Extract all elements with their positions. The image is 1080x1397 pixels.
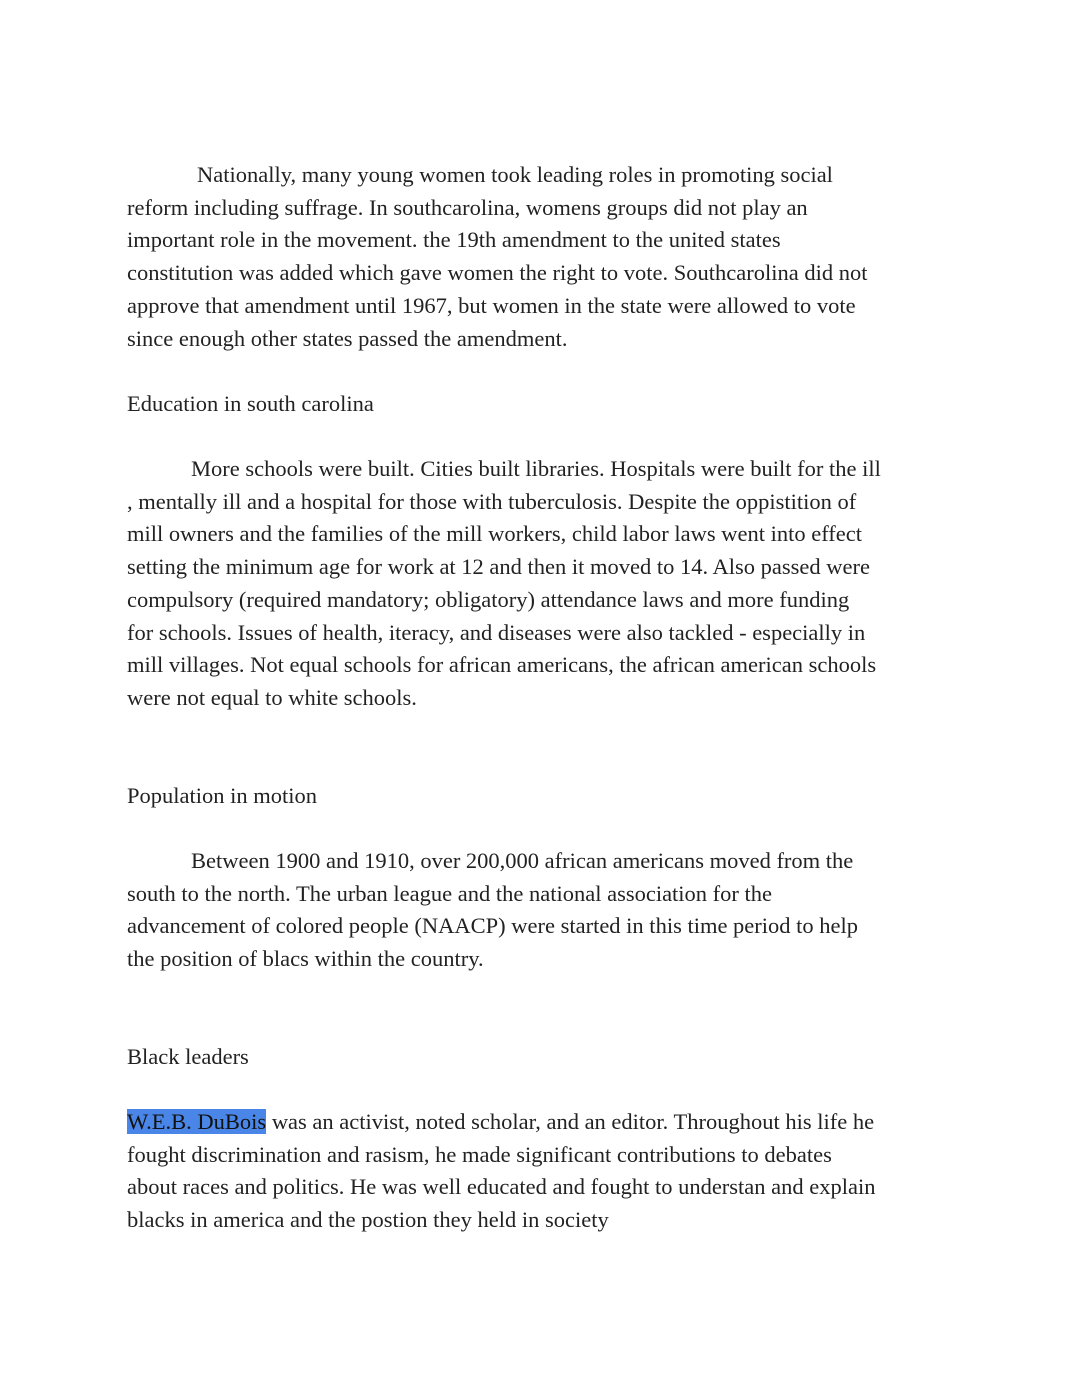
leaders-line: blacks in america and the postion they held in society [127, 1207, 609, 1233]
education-line: for schools. Issues of health, iteracy, and diseases were also tackled - especially in [127, 619, 866, 645]
selected-text-highlight[interactable]: W.E.B. DuBois [127, 1109, 267, 1134]
suffrage-line: since enough other states passed the amendment. [127, 325, 568, 351]
population-paragraph [127, 845, 957, 976]
suffrage-line: approve that amendment until 1967, but women in the state were allowed to vote [127, 292, 856, 318]
suffrage-line: reform including suffrage. In southcarolina, womens groups did not play an [127, 194, 808, 220]
population-line: advancement of colored people (NAACP) were started in this time period to help [127, 913, 859, 939]
education-line: compulsory (required mandatory; obligatory) attendance laws and more funding [127, 586, 850, 612]
suffrage-line: constitution was added which gave women the right to vote. Southcarolina did not [127, 260, 868, 286]
leaders-line: about races and politics. He was well educated and fought to understan and explain [127, 1174, 876, 1200]
population-line: the position of blacs within the country. [127, 946, 484, 972]
suffrage-line: important role in the movement. the 19th amendment to the united states [127, 227, 781, 253]
leaders-heading: Black leaders [127, 1044, 249, 1069]
leaders-first-line-rest: was an activist, noted scholar, and an editor. Throughout his life he [266, 1109, 875, 1134]
leaders-line: fought discrimination and rasism, he made significant contributions to debates [127, 1141, 832, 1167]
education-line: mill villages. Not equal schools for african americans, the african american schools [127, 652, 877, 678]
leaders-paragraph [127, 1106, 957, 1237]
population-heading: Population in motion [127, 783, 318, 808]
education-line: More schools were built. Cities built libraries. Hospitals were built for the ill [191, 456, 881, 481]
education-heading: Education in south carolina [127, 391, 374, 416]
education-line: , mentally ill and a hospital for those with tuberculosis. Despite the oppistition of [127, 488, 857, 514]
suffrage-paragraph [127, 159, 957, 355]
population-line: Between 1900 and 1910, over 200,000 african americans moved from the [191, 848, 854, 873]
suffrage-line: Nationally, many young women took leading roles in promoting social [197, 162, 833, 187]
leaders-first-line [127, 1106, 957, 1139]
education-line: setting the minimum age for work at 12 and then it moved to 14. Also passed were [127, 554, 870, 580]
education-line: were not equal to white schools. [127, 684, 417, 710]
education-paragraph [127, 453, 957, 715]
population-line: south to the north. The urban league and the national association for the [127, 880, 773, 906]
education-line: mill owners and the families of the mill workers, child labor laws went into effect [127, 521, 863, 547]
